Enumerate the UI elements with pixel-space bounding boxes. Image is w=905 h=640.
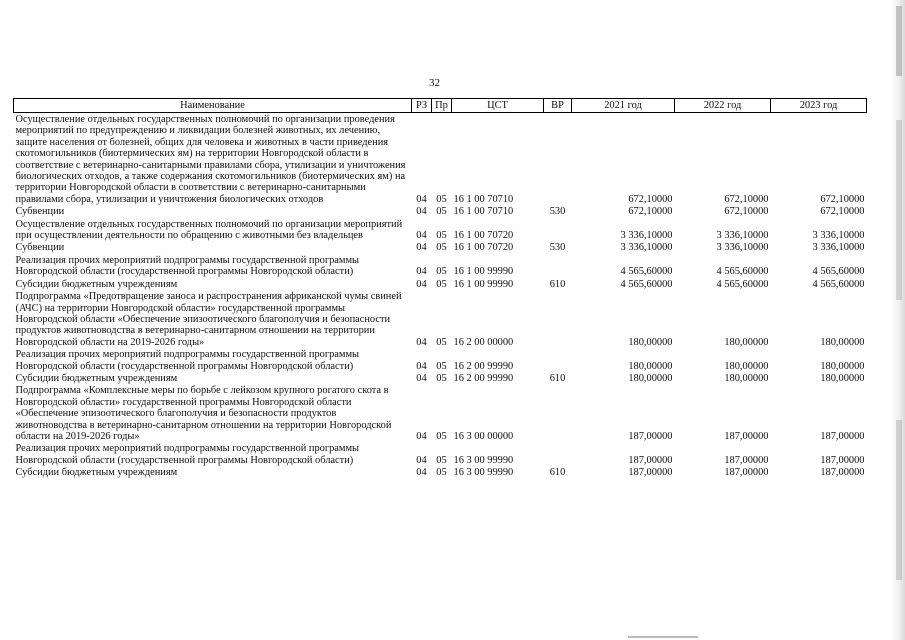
row-pr: 05 bbox=[436, 278, 447, 290]
row-pr: 05 bbox=[436, 430, 447, 442]
row-name: Субсидии бюджетным учреждениям bbox=[15, 467, 178, 479]
table-row bbox=[14, 254, 867, 278]
row-cst: 16 2 00 00000 bbox=[453, 336, 514, 348]
row-pr: 05 bbox=[436, 372, 447, 384]
row-2022: 3 336,10000 bbox=[716, 230, 769, 242]
row-rz: 04 bbox=[416, 467, 427, 479]
row-2023: 672,10000 bbox=[820, 193, 865, 205]
row-2022: 180,00000 bbox=[724, 372, 769, 384]
row-pr: 05 bbox=[436, 467, 447, 479]
row-2023: 4 565,60000 bbox=[812, 278, 865, 290]
row-name: Осуществление отдельных государственных полномочий по организации мероприятий при осуществлении деятельности по обращению с животными без владельцев bbox=[15, 218, 403, 242]
row-pr: 05 bbox=[436, 360, 447, 372]
row-rz: 04 bbox=[416, 266, 427, 278]
row-cst: 16 1 00 99990 bbox=[453, 278, 514, 290]
row-rz: 04 bbox=[416, 242, 427, 254]
page-number: 32 bbox=[429, 77, 440, 89]
header-rz: РЗ bbox=[412, 99, 432, 113]
row-pr: 05 bbox=[436, 336, 447, 348]
row-2022: 4 565,60000 bbox=[716, 266, 769, 278]
row-2023: 180,00000 bbox=[820, 372, 865, 384]
row-cst: 16 1 00 70710 bbox=[453, 206, 514, 218]
row-2021: 672,10000 bbox=[628, 206, 673, 218]
row-cst: 16 1 00 70720 bbox=[453, 242, 514, 254]
table-row bbox=[14, 278, 867, 290]
row-cst: 16 3 00 99990 bbox=[453, 454, 514, 466]
row-2022: 672,10000 bbox=[724, 206, 769, 218]
row-2021: 3 336,10000 bbox=[620, 242, 673, 254]
row-2022: 187,00000 bbox=[724, 467, 769, 479]
row-name: Реализация прочих мероприятий подпрограммы государственной программы Новгородской области (государственной программы Новгородской области) bbox=[15, 349, 360, 372]
row-cst: 16 2 00 99990 bbox=[453, 372, 514, 384]
table-row bbox=[14, 205, 867, 217]
row-vr bbox=[544, 384, 572, 442]
table-body bbox=[14, 113, 867, 479]
row-pr: 05 bbox=[436, 242, 447, 254]
row-rz: 04 bbox=[416, 193, 427, 205]
row-2021: 672,10000 bbox=[628, 193, 673, 205]
row-rz: 04 bbox=[416, 206, 427, 218]
row-2023: 4 565,60000 bbox=[812, 266, 865, 278]
row-rz: 04 bbox=[416, 430, 427, 442]
table-row bbox=[14, 372, 867, 384]
header-2021: 2021 год bbox=[572, 99, 675, 113]
row-2021: 180,00000 bbox=[628, 372, 673, 384]
row-name: Реализация прочих мероприятий подпрограммы государственной программы Новгородской области (государственной программы Новгородской области) bbox=[15, 443, 360, 466]
table-row bbox=[14, 466, 867, 478]
row-cst: 16 2 00 99990 bbox=[453, 360, 514, 372]
table-row bbox=[14, 384, 867, 442]
scan-edge-speck bbox=[896, 6, 902, 76]
row-name: Субвенции bbox=[15, 242, 65, 254]
row-name: Субсидии бюджетным учреждениям bbox=[15, 278, 178, 290]
row-2022: 180,00000 bbox=[724, 336, 769, 348]
row-rz: 04 bbox=[416, 372, 427, 384]
row-2023: 3 336,10000 bbox=[812, 242, 865, 254]
row-2023: 187,00000 bbox=[820, 454, 865, 466]
row-cst: 16 1 00 70710 bbox=[453, 193, 514, 205]
row-2022: 180,00000 bbox=[724, 360, 769, 372]
row-pr: 05 bbox=[436, 206, 447, 218]
row-vr bbox=[544, 113, 572, 206]
header-name: Наименование bbox=[14, 99, 412, 113]
row-name: Субвенции bbox=[15, 206, 65, 218]
row-name: Подпрограмма «Предотвращение заноса и распространения африканской чумы свиней (АЧС) на территории Новгородской области» государственной программы Новгородской области «Обеспечение эпизоотического благополучия и безопасности продуктов животноводства в ветеринарно-санитарном отношении на территории Новгородской области на 2019-2026 годы» bbox=[15, 291, 402, 348]
row-2021: 187,00000 bbox=[628, 467, 673, 479]
row-2021: 4 565,60000 bbox=[620, 278, 673, 290]
header-vr: ВР bbox=[544, 99, 572, 113]
row-2023: 180,00000 bbox=[820, 360, 865, 372]
row-rz: 04 bbox=[416, 454, 427, 466]
row-2023: 187,00000 bbox=[820, 467, 865, 479]
table-header-row bbox=[14, 99, 867, 113]
row-vr bbox=[544, 442, 572, 466]
table-row bbox=[14, 241, 867, 253]
table-row bbox=[14, 113, 867, 206]
row-2021: 187,00000 bbox=[628, 454, 673, 466]
row-2023: 180,00000 bbox=[820, 336, 865, 348]
header-cst: ЦСТ bbox=[452, 99, 544, 113]
row-pr: 05 bbox=[436, 193, 447, 205]
row-2021: 187,00000 bbox=[628, 430, 673, 442]
table-row bbox=[14, 290, 867, 348]
row-rz: 04 bbox=[416, 336, 427, 348]
header-2022: 2022 год bbox=[675, 99, 771, 113]
row-2023: 3 336,10000 bbox=[812, 230, 865, 242]
scan-mark bbox=[628, 636, 698, 638]
header-2023: 2023 год bbox=[771, 99, 867, 113]
row-cst: 16 3 00 00000 bbox=[453, 430, 514, 442]
scan-edge-shadow bbox=[891, 0, 905, 640]
row-vr bbox=[544, 348, 572, 372]
scan-edge-speck bbox=[896, 420, 902, 580]
row-cst: 16 3 00 99990 bbox=[453, 467, 514, 479]
row-name: Осуществление отдельных государственных полномочий по организации проведения мероприятий по предупреждению и ликвидации болезней животных, их лечению, защите населения от болезней, общих для человека и животных в части приведения скотомогильников (биотермических ям) на территории Новгородской области в соответствие с ветеринарно-санитарными правилами сбора, утилизации и уничтожения биологических отходов, а также содержания скотомогильников (биотермических ям) на территории Новгородской области в соответствии с ветеринарно-санитарными правилами сбора, утилизации и уничтожения биологических отходов bbox=[15, 114, 406, 205]
row-vr: 610 bbox=[549, 372, 566, 384]
row-rz: 04 bbox=[416, 360, 427, 372]
row-vr bbox=[544, 218, 572, 242]
row-2021: 3 336,10000 bbox=[620, 230, 673, 242]
row-2022: 672,10000 bbox=[724, 193, 769, 205]
header-pr: Пр bbox=[432, 99, 452, 113]
table-row bbox=[14, 442, 867, 466]
row-name: Подпрограмма «Комплексные меры по борьбе с лейкозом крупного рогатого скота в Новгородской области» государственной программы Новгородской области «Обеспечение эпизоотического благополучия и безопасности продуктов животноводства в ветеринарно-санитарном отношении на территории Новгородской области на 2019-2026 годы» bbox=[15, 385, 392, 442]
row-pr: 05 bbox=[436, 454, 447, 466]
scan-edge-speck bbox=[896, 120, 902, 300]
row-2023: 187,00000 bbox=[820, 430, 865, 442]
row-vr: 610 bbox=[549, 467, 566, 479]
row-pr: 05 bbox=[436, 230, 447, 242]
row-vr: 610 bbox=[549, 278, 566, 290]
row-2021: 180,00000 bbox=[628, 360, 673, 372]
row-vr bbox=[544, 290, 572, 348]
row-2022: 4 565,60000 bbox=[716, 278, 769, 290]
row-name: Реализация прочих мероприятий подпрограммы государственной программы Новгородской области (государственной программы Новгородской области) bbox=[15, 254, 360, 278]
table-row bbox=[14, 218, 867, 242]
row-pr: 05 bbox=[436, 266, 447, 278]
row-rz: 04 bbox=[416, 230, 427, 242]
row-vr: 530 bbox=[549, 242, 566, 254]
row-2023: 672,10000 bbox=[820, 206, 865, 218]
row-cst: 16 1 00 70720 bbox=[453, 230, 514, 242]
row-2022: 187,00000 bbox=[724, 430, 769, 442]
row-rz: 04 bbox=[416, 278, 427, 290]
budget-table bbox=[13, 98, 867, 479]
row-2021: 180,00000 bbox=[628, 336, 673, 348]
row-2021: 4 565,60000 bbox=[620, 266, 673, 278]
row-cst: 16 1 00 99990 bbox=[453, 266, 514, 278]
row-vr: 530 bbox=[549, 206, 566, 218]
row-2022: 187,00000 bbox=[724, 454, 769, 466]
row-vr bbox=[544, 254, 572, 278]
row-name: Субсидии бюджетным учреждениям bbox=[15, 372, 178, 384]
row-2022: 3 336,10000 bbox=[716, 242, 769, 254]
table-row bbox=[14, 348, 867, 372]
